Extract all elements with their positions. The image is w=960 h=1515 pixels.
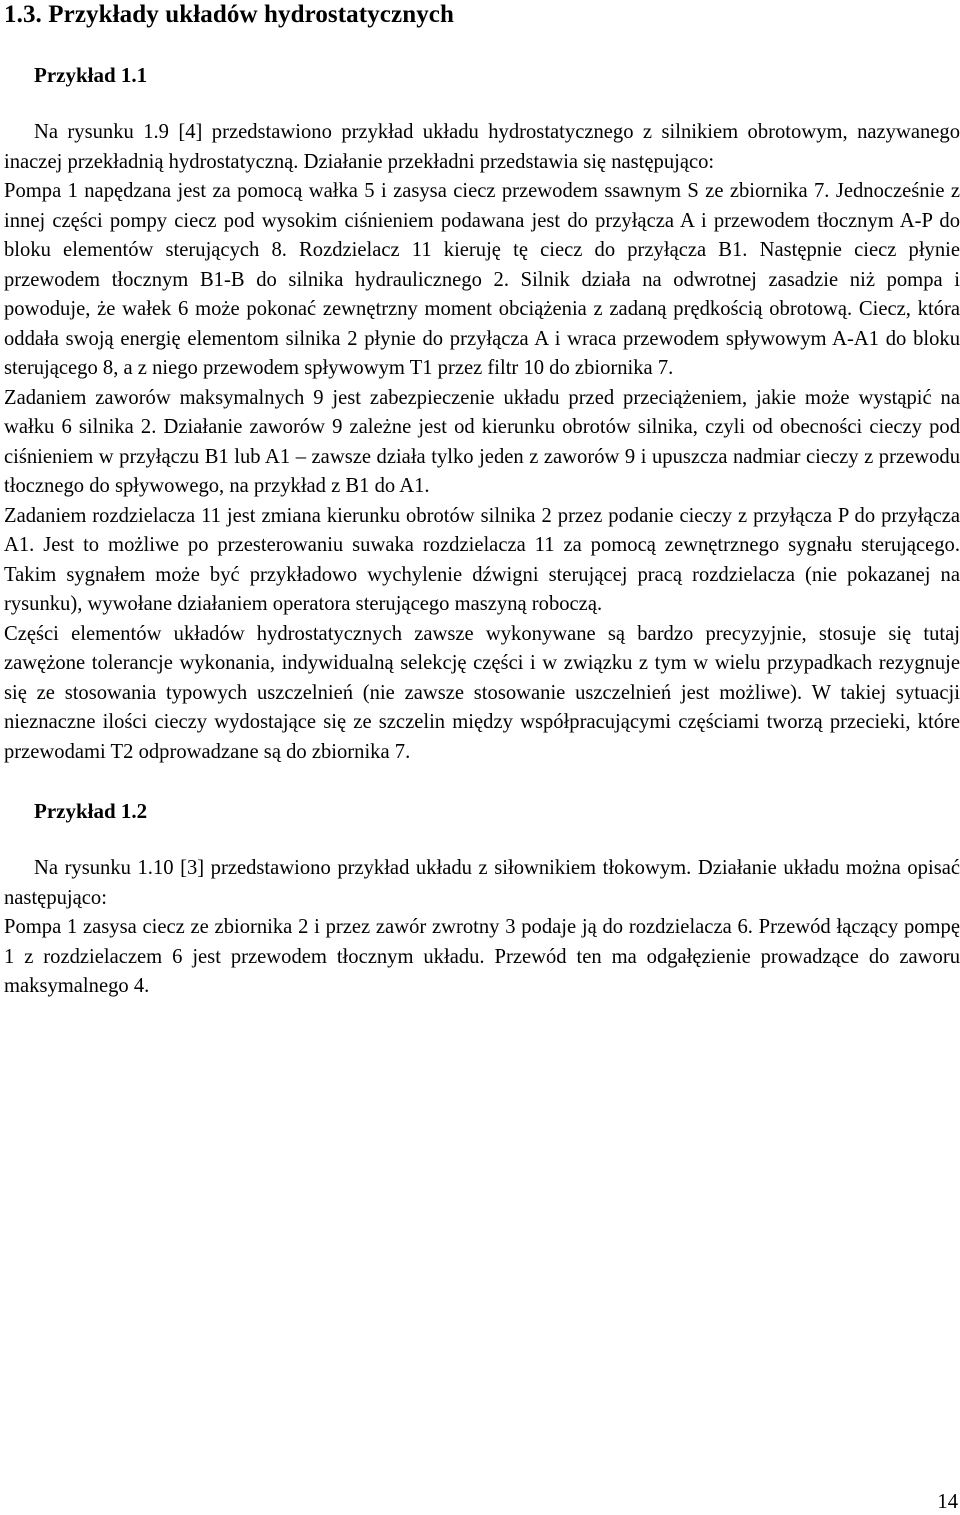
example-1-paragraph-distributor: Zadaniem rozdzielacza 11 jest zmiana kierunku obrotów silnika 2 przez podanie cieczy z przyłącza P do przyłącza A1. Jest to możliwe po przesterowaniu suwaka rozdzielacza 11 za pomocą zewnętrznego sygnału sterującego. Takim sygnałem może być przykładowo wychylenie dźwigni sterującej pracą rozdzielacza (nie pokazanej na rysunku), wywołane działaniem operatora sterującego maszyną roboczą. bbox=[4, 504, 960, 615]
example-1-paragraph-leaks: Części elementów układów hydrostatycznych zawsze wykonywane są bardzo precyzyjnie, stosuje się tutaj zawężone tolerancje wykonania, indywidualną selekcję części i w związku z tym w wielu przypadkach rezygnuje się ze stosowania typowych uszczelnień (nie zawsze stosowanie uszczelnień jest możliwe). W takiej sytuacji nieznaczne ilości cieczy wydostające się ze szczelin między współpracującymi częściami tworzą przecieki, które przewodami T2 odprowadzane są do zbiornika 7. bbox=[4, 622, 960, 763]
spacer bbox=[4, 826, 960, 854]
example-1-heading: Przykład 1.1 bbox=[34, 63, 148, 87]
spacer bbox=[4, 767, 960, 797]
page-number: 14 bbox=[937, 1491, 958, 1513]
section-title: 1.3. Przykłady układów hydrostatycznych bbox=[4, 1, 455, 28]
document-page bbox=[4, 0, 960, 1002]
example-1-paragraph-pump: Pompa 1 napędzana jest za pomocą wałka 5 i zasysa ciecz przewodem ssawnym S ze zbiornika 7. Jednocześnie z innej części pompy ciecz pod wysokim ciśnieniem podawana jest do przyłącza A i przewodem tłocznym A-P do bloku elementów sterujących 8. Rozdzielacz 11 kieruję tę ciecz do przyłącza B1. Następnie ciecz płynie przewodem tłocznym B1-B do silnika hydraulicznego 2. Silnik działa na odwrotnej zasadzie niż pompa i powoduje, że wałek 6 może pokonać zewnętrzny moment obciążenia z zadaną prędkością obrotową. Ciecz, która oddała swoją energię elementom silnika 2 płynie do przyłącza A i wraca przewodem spływowym A-A1 do bloku sterującego 8, a z niego przewodem spływowym T1 przez filtr 10 do zbiornika 7. bbox=[4, 180, 960, 379]
spacer bbox=[4, 30, 960, 61]
example-1-paragraph-valves: Zadaniem zaworów maksymalnych 9 jest zabezpieczenie układu przed przeciążeniem, jakie może wystąpić na wałku 6 silnika 2. Działanie zaworów 9 zależne jest od kierunku obrotów silnika, czyli od obecności cieczy pod ciśnieniem w przyłączu B1 lub A1 – zawsze działa tylko jeden z zaworów 9 i upuszcza nadmiar cieczy z przewodu tłocznego do spływowego, na przykład z B1 do A1. bbox=[4, 386, 960, 497]
spacer bbox=[4, 90, 960, 118]
example-2-paragraph-intro: Na rysunku 1.10 [3] przedstawiono przykład układu z siłownikiem tłokowym. Działanie układu można opisać następująco: bbox=[4, 857, 960, 909]
example-1-paragraph-intro: Na rysunku 1.9 [4] przedstawiono przykład układu hydrostatycznego z silnikiem obrotowym, nazywanego inaczej przekładnią hydrostatyczną. Działanie przekładni przedstawia się następująco: bbox=[4, 121, 960, 173]
example-2-paragraph-pump: Pompa 1 zasysa ciecz ze zbiornika 2 i przez zawór zwrotny 3 podaje ją do rozdzielacza 6. Przewód łączący pompę 1 z rozdzielaczem 6 jest przewodem tłocznym układu. Przewód ten ma odgałęzienie prowadzące do zaworu maksymalnego 4. bbox=[4, 916, 960, 997]
example-2-heading: Przykład 1.2 bbox=[34, 799, 148, 823]
